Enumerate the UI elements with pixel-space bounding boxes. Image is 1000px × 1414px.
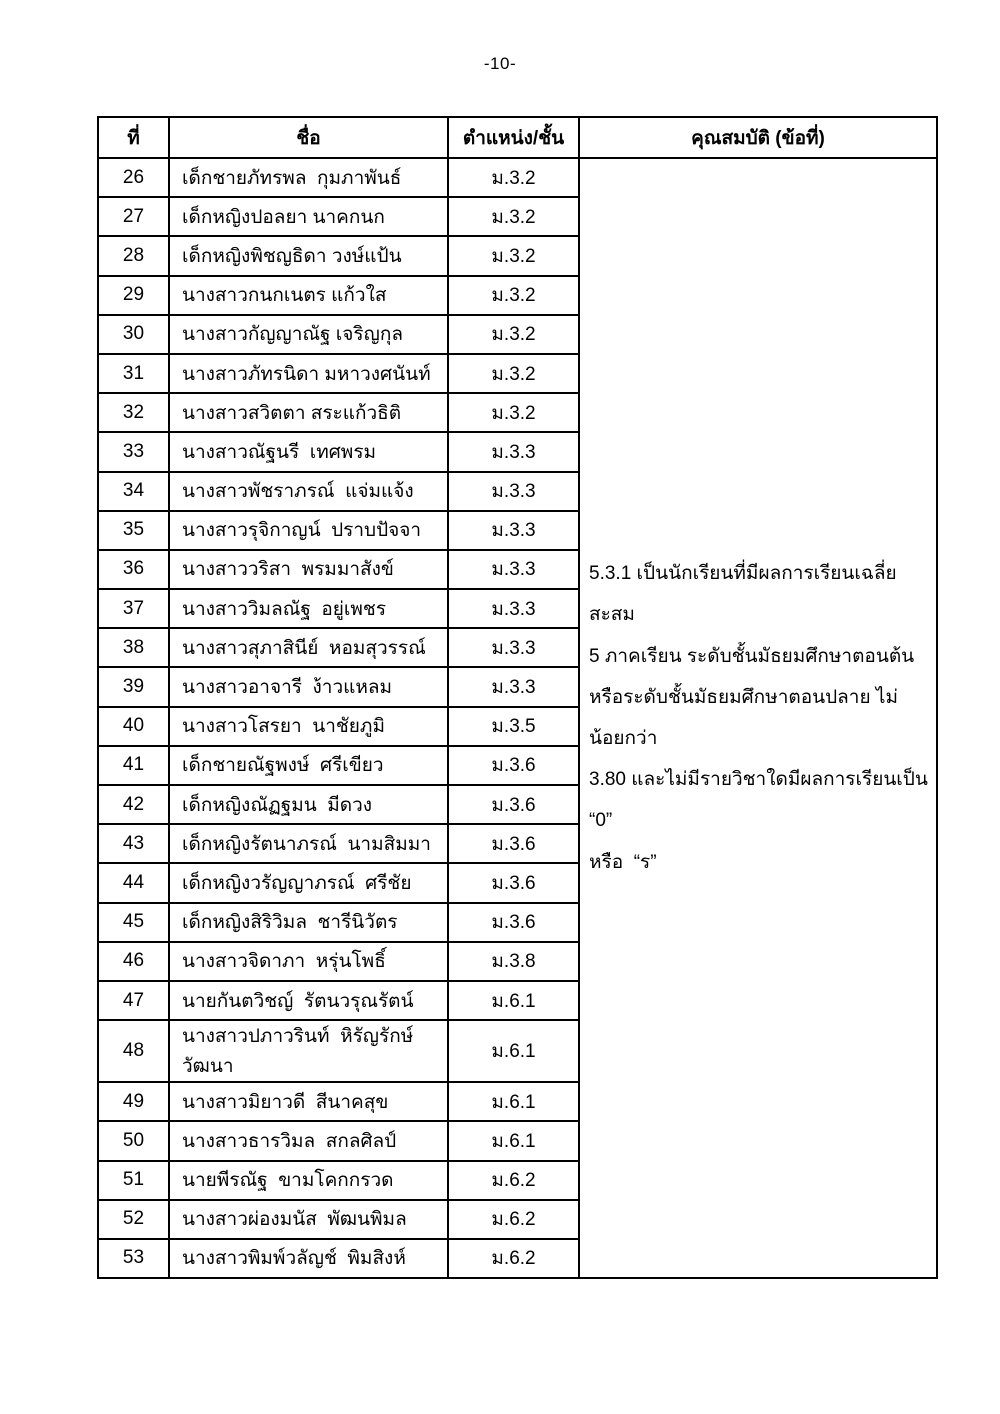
cell-row-number: 40 [98,707,169,746]
cell-student-name: นางสาวอาจารี ง้าวแหลม [169,667,448,706]
student-table-header [98,117,937,158]
cell-class-level: ม.6.2 [448,1161,579,1200]
cell-row-number: 31 [98,354,169,393]
student-table-body [98,158,937,1278]
cell-student-name: นางสาวกนกเนตร แก้วใส [169,276,448,315]
header-no: ที่ [98,117,169,158]
cell-class-level: ม.3.2 [448,393,579,432]
cell-class-level: ม.3.3 [448,589,579,628]
cell-student-name: เด็กชายณัฐพงษ์ ศรีเขียว [169,746,448,785]
qualification-line: 5 ภาคเรียน ระดับชั้นมัธยมศึกษาตอนต้น [589,645,915,667]
cell-class-level: ม.3.6 [448,824,579,863]
cell-student-name: นางสาวรุจิกาญน์ ปราบปัจจา [169,511,448,550]
cell-row-number: 29 [98,276,169,315]
cell-row-number: 35 [98,511,169,550]
cell-row-number: 37 [98,589,169,628]
qualification-line: 3.80 และไม่มีรายวิชาใดมีผลการเรียนเป็น “0” [589,769,939,832]
cell-student-name: เด็กหญิงณัฏฐมน มีดวง [169,785,448,824]
cell-class-level: ม.3.3 [448,667,579,706]
cell-class-level: ม.3.3 [448,432,579,471]
cell-student-name: นางสาวกัญญาณัฐ เจริญกุล [169,315,448,354]
qualification-line: 5.3.1 เป็นนักเรียนที่มีผลการเรียนเฉลี่ยสะสม [589,563,897,626]
cell-class-level: ม.3.5 [448,707,579,746]
header-row [98,117,937,158]
cell-student-name: เด็กหญิงพิชญธิดา วงษ์แป้น [169,236,448,275]
student-table [97,116,938,1279]
cell-student-name: นางสาวธารวิมล สกลศิลป์ [169,1121,448,1160]
cell-student-name: นางสาวปภาวรินท์ หิรัญรักษ์วัฒนา [169,1020,448,1082]
cell-row-number: 52 [98,1200,169,1239]
cell-student-name: นายพีรณัฐ ขามโคกกรวด [169,1161,448,1200]
cell-class-level: ม.3.2 [448,315,579,354]
cell-row-number: 53 [98,1239,169,1278]
qualification-line: หรือ “ร” [589,851,657,873]
cell-student-name: เด็กหญิงปอลยา นาคกนก [169,197,448,236]
cell-class-level: ม.3.3 [448,511,579,550]
header-position-class: ตำแหน่ง/ชั้น [448,117,579,158]
cell-class-level: ม.3.2 [448,276,579,315]
cell-student-name: นางสาววิมลณัฐ อยู่เพชร [169,589,448,628]
cell-row-number: 32 [98,393,169,432]
cell-row-number: 44 [98,863,169,902]
cell-student-name: นางสาวผ่องมนัส พัฒนพิมล [169,1200,448,1239]
cell-class-level: ม.6.1 [448,1121,579,1160]
cell-row-number: 30 [98,315,169,354]
cell-qualification-text [579,158,937,1278]
cell-class-level: ม.3.6 [448,863,579,902]
cell-row-number: 28 [98,236,169,275]
cell-row-number: 42 [98,785,169,824]
cell-row-number: 33 [98,432,169,471]
cell-class-level: ม.3.2 [448,236,579,275]
cell-student-name: นางสาววริสา พรมมาสังข์ [169,550,448,589]
cell-row-number: 38 [98,628,169,667]
cell-class-level: ม.6.2 [448,1239,579,1278]
cell-class-level: ม.3.2 [448,158,579,197]
cell-class-level: ม.3.2 [448,197,579,236]
cell-row-number: 49 [98,1082,169,1121]
page-number: -10- [483,54,517,73]
cell-student-name: นางสาวพัชราภรณ์ แจ่มแจ้ง [169,472,448,511]
cell-row-number: 26 [98,158,169,197]
cell-student-name: นางสาวโสรยา นาชัยภูมิ [169,707,448,746]
cell-row-number: 41 [98,746,169,785]
cell-student-name: นางสาวพิมพ์วลัญช์ พิมสิงห์ [169,1239,448,1278]
cell-row-number: 51 [98,1161,169,1200]
cell-student-name: เด็กหญิงวรัญญาภรณ์ ศรีชัย [169,863,448,902]
cell-student-name: นางสาวภัทรนิดา มหาวงศนันท์ [169,354,448,393]
cell-class-level: ม.6.1 [448,1020,579,1082]
cell-student-name: นางสาวณัฐนรี เทศพรม [169,432,448,471]
cell-class-level: ม.6.2 [448,1200,579,1239]
cell-row-number: 48 [98,1020,169,1082]
cell-row-number: 27 [98,197,169,236]
cell-class-level: ม.3.6 [448,785,579,824]
cell-student-name: เด็กหญิงสิริวิมล ชารีนิวัตร [169,903,448,942]
cell-class-level: ม.6.1 [448,981,579,1020]
cell-row-number: 36 [98,550,169,589]
cell-row-number: 45 [98,903,169,942]
cell-class-level: ม.3.6 [448,746,579,785]
cell-student-name: นายกันตวิชญ์ รัตนวรุณรัตน์ [169,981,448,1020]
header-name: ชื่อ [169,117,448,158]
cell-row-number: 46 [98,942,169,981]
table-row [98,158,937,197]
header-qualification: คุณสมบัติ (ข้อที่) [579,117,937,158]
cell-student-name: เด็กชายภัทรพล กุมภาพันธ์ [169,158,448,197]
cell-student-name: นางสาวมิยาวดี สีนาคสุข [169,1082,448,1121]
cell-student-name: นางสาวจิดาภา หรุ่นโพธิ์ [169,942,448,981]
cell-student-name: นางสาวสวิตตา สระแก้วธิติ [169,393,448,432]
cell-row-number: 34 [98,472,169,511]
cell-class-level: ม.3.2 [448,354,579,393]
cell-row-number: 47 [98,981,169,1020]
cell-class-level: ม.6.1 [448,1082,579,1121]
cell-row-number: 43 [98,824,169,863]
cell-class-level: ม.3.6 [448,903,579,942]
cell-class-level: ม.3.8 [448,942,579,981]
cell-row-number: 50 [98,1121,169,1160]
cell-class-level: ม.3.3 [448,628,579,667]
cell-class-level: ม.3.3 [448,550,579,589]
cell-row-number: 39 [98,667,169,706]
cell-class-level: ม.3.3 [448,472,579,511]
cell-student-name: นางสาวสุภาสินีย์ หอมสุวรรณ์ [169,628,448,667]
qualification-line: หรือระดับชั้นมัธยมศึกษาตอนปลาย ไม่น้อยกว่า [589,686,898,750]
cell-student-name: เด็กหญิงรัตนาภรณ์ นามสิมมา [169,824,448,863]
